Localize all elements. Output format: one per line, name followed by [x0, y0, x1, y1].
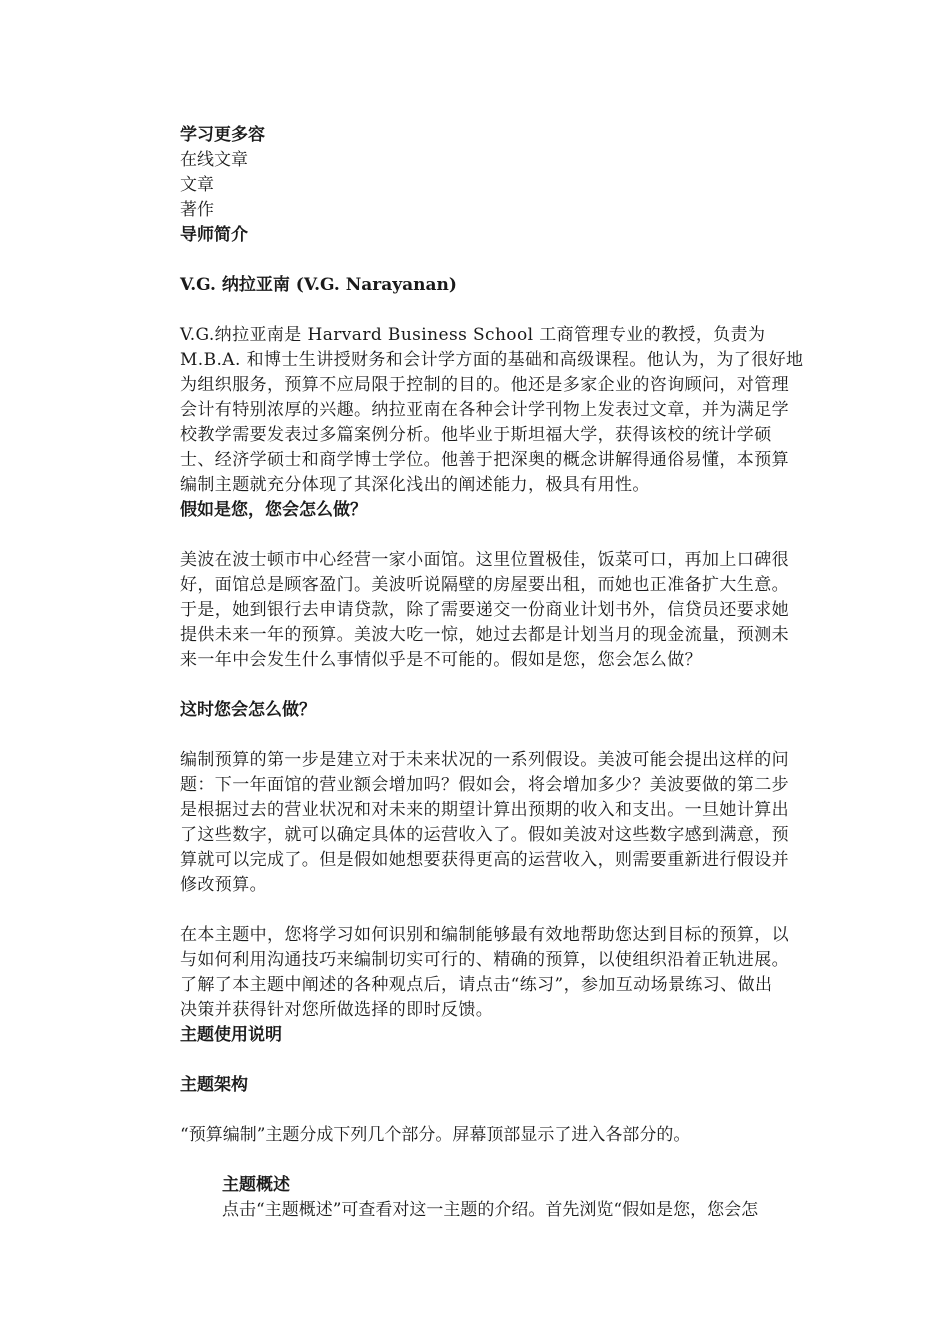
answer-line: 在本主题中，您将学习如何识别和编制能够最有效地帮助您达到目标的预算，以 — [180, 925, 789, 945]
spacer — [180, 898, 860, 923]
spacer — [180, 298, 860, 323]
scenario-line: 好，面馆总是顾客盈门。美波听说隔壁的房屋要出租，而她也正准备扩大生意。 — [180, 575, 789, 595]
answer-line: 算就可以完成了。但是假如她想要获得更高的运营收入，则需要重新进行假设并 — [180, 850, 789, 870]
tutor-heading: 导师简介 — [180, 225, 248, 245]
structure-heading: 主题架构 — [180, 1075, 248, 1095]
overview-heading: 主题概述 — [222, 1175, 290, 1195]
spacer — [180, 673, 860, 698]
bio-line: 校教学需要发表过多篇案例分析。他毕业于斯坦福大学，获得该校的统计学硕 — [180, 425, 772, 445]
bio-line: 会计有特别浓厚的兴趣。纳拉亚南在各种会计学刊物上发表过文章，并为满足学 — [180, 400, 789, 420]
usage-heading: 主题使用说明 — [180, 1025, 282, 1045]
bio-line: V.G.纳拉亚南是 Harvard Business School 工商管理专业的教授，负责为 — [180, 325, 766, 345]
bio-line: 士、经济学硕士和商学博士学位。他善于把深奥的概念讲解得通俗易懂，本预算 — [180, 450, 789, 470]
answer-line: 编制预算的第一步是建立对于未来状况的一系列假设。美波可能会提出这样的问 — [180, 750, 789, 770]
answer-heading: 这时您会怎么做？ — [180, 700, 316, 720]
scenario-text — [180, 548, 860, 673]
answer-line: 了这些数字，就可以确定具体的运营收入了。假如美波对这些数字感到满意，预 — [180, 825, 789, 845]
structure-text: “预算编制”主题分成下列几个部分。屏幕顶部显示了进入各部分的。 — [180, 1125, 691, 1145]
answer-line: 决策并获得针对您所做选择的即时反馈。 — [180, 1000, 494, 1020]
answer-line: 是根据过去的营业状况和对未来的期望计算出预期的收入和支出。一旦她计算出 — [180, 800, 789, 820]
document-page — [180, 123, 860, 1223]
spacer — [180, 523, 860, 548]
answer-line: 与如何利用沟通技巧来编制切实可行的、精确的预算，以使组织沿着正轨进展。 — [180, 950, 789, 970]
scenario-line: 于是，她到银行去申请贷款，除了需要递交一份商业计划书外，信贷员还要求她 — [180, 600, 789, 620]
scenario-line: 来一年中会发生什么事情似乎是不可能的。假如是您，您会怎么做？ — [180, 650, 702, 670]
answer-line: 了解了本主题中阐述的各种观点后，请点击“练习”，参加互动场景练习、做出 — [180, 975, 773, 995]
spacer — [180, 1148, 860, 1173]
overview-text: 点击“主题概述”可查看对这一主题的介绍。首先浏览“假如是您，您会怎 — [222, 1200, 759, 1220]
answer-paragraph-2 — [180, 923, 860, 1023]
tutor-bio — [180, 323, 860, 498]
overview-section — [180, 1173, 860, 1223]
bio-line: 编制主题就充分体现了其深化浅出的阐述能力，极具有用性。 — [180, 475, 650, 495]
bio-line: 为组织服务，预算不应局限于控制的目的。他还是多家企业的咨询顾问，对管理 — [180, 375, 789, 395]
tutor-name: V.G. 纳拉亚南 (V.G. Narayanan) — [180, 275, 457, 295]
link-online-articles[interactable]: 在线文章 — [180, 150, 248, 170]
answer-line: 题：下一年面馆的营业额会增加吗？假如会，将会增加多少？美波要做的第二步 — [180, 775, 789, 795]
bio-line: M.B.A. 和博士生讲授财务和会计学方面的基础和高级课程。他认为，为了很好地 — [180, 350, 804, 370]
spacer — [180, 248, 860, 273]
spacer — [180, 723, 860, 748]
link-books[interactable]: 著作 — [180, 200, 214, 220]
answer-paragraph-1 — [180, 748, 860, 898]
scenario-line: 提供未来一年的预算。美波大吃一惊，她过去都是计划当月的现金流量，预测未 — [180, 625, 789, 645]
spacer — [180, 1048, 860, 1073]
learn-more-heading: 学习更多容 — [180, 125, 265, 145]
answer-line: 修改预算。 — [180, 875, 267, 895]
link-articles[interactable]: 文章 — [180, 175, 214, 195]
scenario-heading: 假如是您，您会怎么做？ — [180, 500, 367, 520]
scenario-line: 美波在波士顿市中心经营一家小面馆。这里位置极佳，饭菜可口，再加上口碑很 — [180, 550, 789, 570]
spacer — [180, 1098, 860, 1123]
